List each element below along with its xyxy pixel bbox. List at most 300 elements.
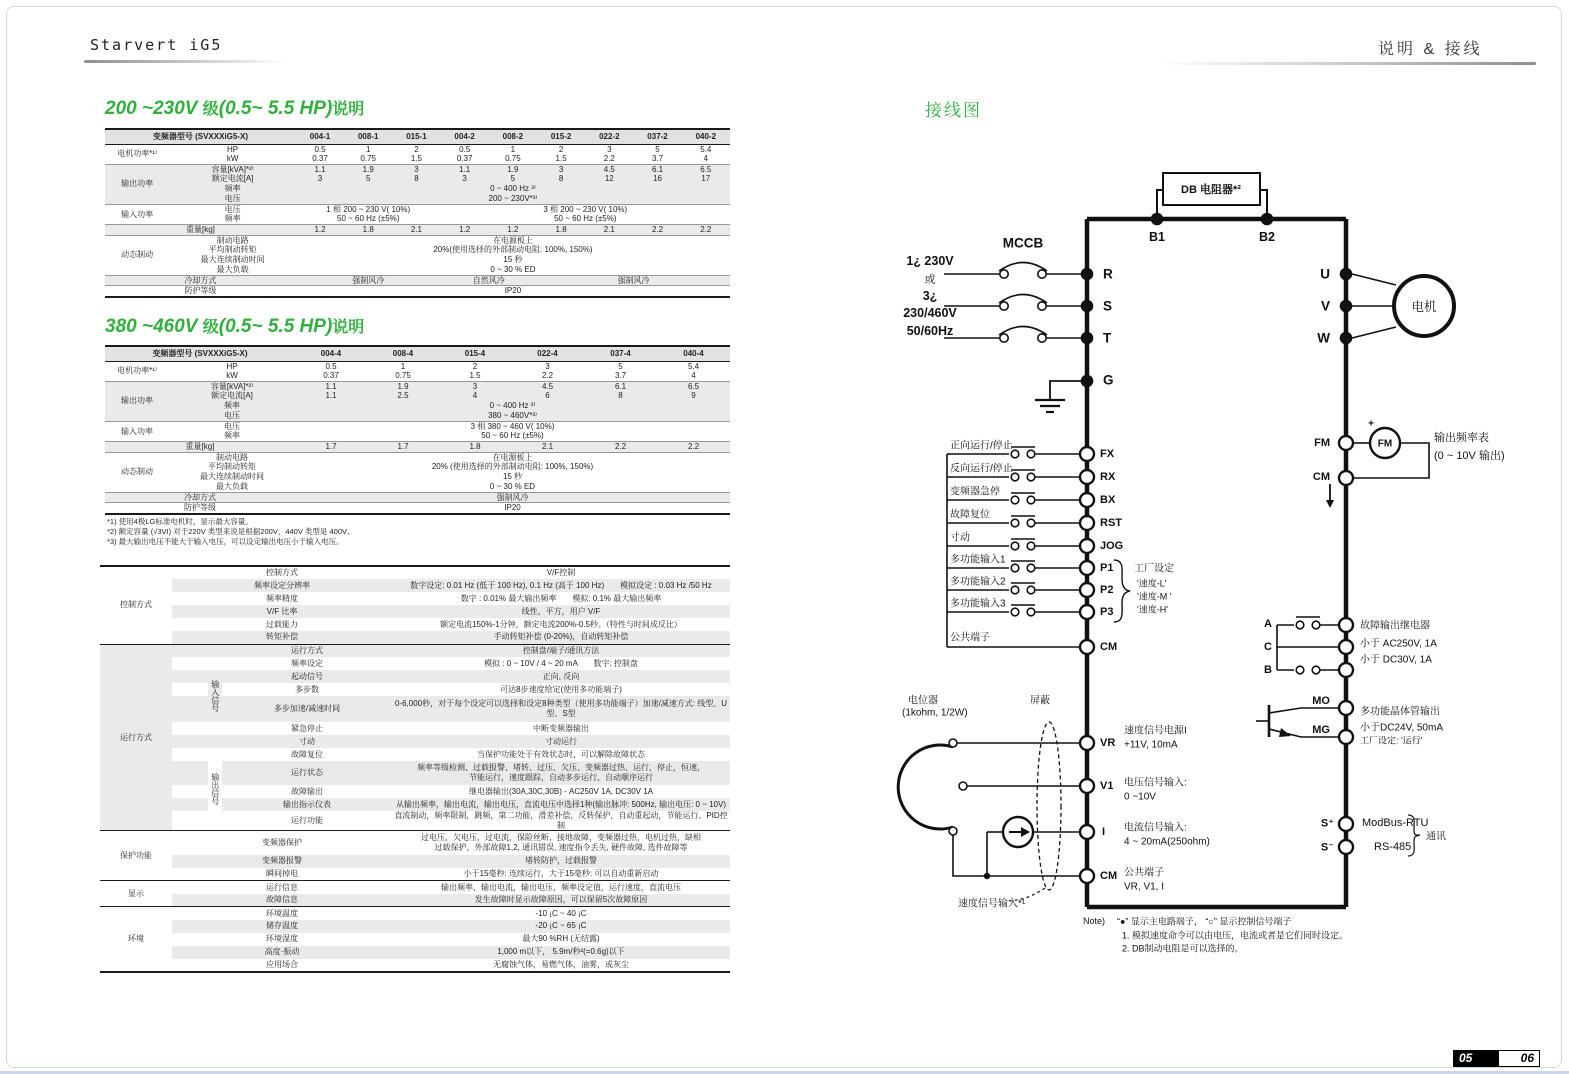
table-cell: HP (226, 361, 238, 371)
table-cell: 过载能力 (266, 619, 298, 629)
table-cell: 2.2 (682, 225, 730, 236)
terminal-mg-label: MG (1312, 724, 1330, 736)
table-cell: 20%(使用选择的外部制动电阻: 100%, 150%) (433, 245, 593, 255)
table-cell: 当保护功能处于有效状态时，可以解除故障状态 (477, 749, 645, 759)
table-cell: 1.1 (296, 164, 344, 174)
section-title-part: 200 ~230V (105, 98, 203, 119)
table-cell: 50 ~ 60 Hz (±5%) (554, 214, 617, 224)
table-cell: 电压 (224, 194, 241, 204)
table-cell: 紧急停止 (291, 723, 323, 733)
table-cell: 1.9 (367, 381, 439, 391)
terminal-s-plus-label: S⁺ (1320, 817, 1334, 830)
table-cell: 008-2 (489, 129, 537, 144)
section-title-part: 级 (202, 319, 219, 336)
table-cell: 022-2 (585, 129, 633, 144)
table-cell: 1 (510, 144, 516, 154)
terminal-fx-label: FX (1100, 448, 1115, 460)
table-cell: 平均制动转矩 (208, 245, 257, 255)
table-cell: 3 相 380 ~ 460 V( 10%) (295, 421, 730, 431)
table-cell: 2 (472, 361, 478, 371)
table-cell: 输出频率，输出电流，输出电压，频率设定值，运行速度，直流电压 (392, 881, 730, 894)
group-protection: 保护功能 (100, 831, 172, 881)
diagram-label: + (1368, 418, 1374, 430)
main-terminals (1081, 213, 1353, 388)
table-cell: 3 (439, 381, 511, 391)
table-cell: 重量[kg] (105, 225, 296, 236)
terminal-r-label: R (1103, 266, 1113, 282)
table-cell: 3 (462, 174, 467, 184)
table-cell: 3 (392, 164, 440, 174)
table-cell: 4 (691, 371, 696, 381)
diagram-label: (0 ~ 10V 输出) (1434, 450, 1505, 462)
diagram-label: 公共端子 (950, 632, 990, 644)
diagram-label: 输出频率表 (1434, 432, 1489, 444)
terminal-cm-analog-label: CM (1100, 870, 1118, 882)
diagram-label: 小于DC24V, 50mA (1360, 722, 1443, 734)
table-cell: 2.2 (603, 154, 615, 164)
table-cell: 最大90 %RH (无结露) (522, 934, 600, 944)
terminal-b2-label: B2 (1259, 230, 1275, 244)
diagram-label: 寸动 (950, 532, 970, 544)
table-cell: 运行状态 (291, 768, 323, 778)
table-cell: 数字设定: 0.01 Hz (低于 100 Hz), 0.1 Hz (高于 100 Hz) 模拟设定 : 0.03 Hz /50 Hz (410, 580, 712, 590)
table-cell: 8 (558, 174, 564, 184)
table-cell: 防护等级 (105, 286, 296, 297)
table-cell: 储存温度 (266, 921, 298, 931)
table-cell: 环境温度 (172, 907, 392, 920)
table-cell: 正向, 反向 (542, 671, 580, 681)
diagram-label: 多功能输入3 (950, 598, 1006, 610)
table-cell: 6.1 (633, 164, 681, 174)
table-cell: 040-4 (657, 346, 730, 361)
table-cell: 5.4 (687, 361, 700, 371)
fault-relay-contacts (1277, 617, 1339, 674)
diagram-label: 小于 AC250V, 1A (1360, 638, 1437, 650)
diagram-label: 工厂设定 (1134, 563, 1174, 575)
table-cell: 20% (使用选择的外部制动电阻: 100%, 150%) (431, 462, 594, 472)
table-cell: 寸动 (299, 736, 315, 746)
table-cell: 应用场合 (266, 959, 298, 969)
table-cell: 变频器保护 (172, 831, 392, 855)
table-cell: 022-4 (511, 346, 584, 361)
table-cell: 0.37 (312, 154, 328, 164)
table-cell: 在电源板上 (296, 235, 730, 245)
table-cell: 频率 (224, 184, 241, 194)
table-cell: 004-1 (296, 129, 344, 144)
table-cell: 1.8 (344, 225, 392, 236)
table-cell: 输入功率 (105, 421, 169, 441)
table-cell: 3 相 200 ~ 230 V( 10%) (441, 204, 730, 214)
table-cell: 16 (653, 174, 662, 184)
terminal-s-label: S (1103, 298, 1113, 314)
analog-input-circuit (898, 722, 1080, 901)
table-cell: 0 ~ 30 % ED (489, 482, 536, 492)
table-cell: 3 (537, 164, 585, 174)
table-cell: 频率 (224, 401, 240, 411)
table-cell: 1.5 (469, 371, 481, 381)
table-cell: 8 (414, 174, 419, 184)
terminal-i-label: I (1102, 826, 1106, 838)
table-cell: 线性，平方，用户 V/F (521, 606, 601, 616)
diagram-label: +11V, 10mA (1124, 739, 1178, 751)
table-cell: 380 ~ 460V*³⁾ (488, 411, 537, 421)
table-cell: 额定电流[A] (211, 391, 253, 401)
table-cell: 频率精度 (266, 593, 298, 603)
table-cell: 2.2 (657, 442, 730, 453)
table-cell: 1.9 (344, 164, 392, 174)
table-cell: 直流制动，频率限制，跳频，第二功能，滑差补偿，反转保护，自动重起动，节能运行、PID控制 (394, 811, 728, 830)
section-title-part: (0.5~ 5.5 HP) (218, 316, 333, 337)
terminal-rx-label: RX (1100, 471, 1116, 483)
terminal-vr-label: VR (1100, 737, 1116, 749)
table-cell: 6.1 (584, 381, 657, 391)
table-cell: 200 ~ 230V*³⁾ (488, 194, 538, 204)
table-cell: 平均制动转矩 (208, 462, 256, 472)
table-cell: 037-2 (633, 129, 681, 144)
control-terminals (1080, 436, 1353, 883)
table-cell: 频率 (224, 431, 240, 441)
chapter-title: 说明 & 接线 (1378, 41, 1483, 58)
motor-label: 电机 (1411, 300, 1437, 314)
diagram-label: 工厂设定: '运行' (1360, 735, 1423, 746)
diagram-label: 反向运行/停止 (950, 463, 1013, 475)
table-cell: 最大连续制动时间 (200, 472, 264, 482)
table-cell: 频率设定分辨率 (254, 580, 310, 590)
table-cell: 转矩补偿 (266, 632, 298, 642)
diagram-label: ModBus-RTU (1362, 817, 1429, 829)
table-cell: 瞬间掉电 (266, 869, 298, 879)
table-cell: 多步数 (295, 684, 319, 694)
table-cell: 3 (545, 361, 550, 371)
table-cell: 额定电流150%-1分钟，额定电流200%-0.5秒。（特性与时间成反比） (440, 619, 682, 629)
table-cell: 继电器输出(30A,30C,30B) - AC250V 1A, DC30V 1A (468, 786, 654, 796)
table-cell: 0.75 (395, 371, 411, 381)
ground-symbol (1035, 381, 1081, 412)
table-cell: 2.2 (584, 442, 657, 453)
table-cell: 1.1 (441, 164, 489, 174)
terminal-bx-label: BX (1100, 494, 1116, 506)
mccb-label: MCCB (1002, 235, 1044, 251)
terminal-u-label: U (1320, 266, 1330, 282)
table-cell: 输出功率 (105, 381, 169, 421)
table-cell: 冷却方式 (105, 492, 295, 503)
diagram-label: 公共端子 (1124, 867, 1164, 879)
diagram-label: 速度信号输入*¹ (958, 898, 1026, 910)
table-cell: 0.5 (314, 144, 326, 154)
group-display: 显示 (100, 881, 172, 907)
table-cell: 故障复位 (291, 749, 323, 759)
table-cell: 9 (691, 391, 696, 401)
diagram-label: 0 ~10V (1124, 791, 1156, 803)
relay-a-label: A (1264, 618, 1272, 630)
main-circuit-lines (1087, 219, 1346, 907)
diagram-label: VR, V1, I (1124, 881, 1165, 893)
table-cell: 2.2 (541, 371, 554, 381)
table-cell: 040-2 (682, 129, 730, 144)
table-cell: 强制风冷 (537, 275, 730, 286)
diagram-label: 正向运行/停止 (950, 440, 1013, 452)
diagram-label: 多功能输入2 (950, 576, 1006, 588)
table-cell: 电机功率*¹⁾ (117, 366, 157, 376)
table-cell: 运行信息 (172, 881, 392, 894)
diagram-label: 故障输出继电器 (1360, 620, 1430, 632)
table-cell: 1 (365, 144, 371, 154)
table-cell: 冷却方式 (105, 275, 296, 286)
table-cell: 1.7 (367, 442, 439, 453)
table-cell: 中断变频器输出 (533, 723, 589, 733)
diagram-label: '速度-M ' (1137, 591, 1172, 602)
table-cell: 数字 : 0.01% 最大输出频率 模拟: 0.1% 最大输出频率 (460, 593, 662, 603)
diagram-label: 多功能输入1 (950, 554, 1006, 566)
table-cell: 1 相 200 ~ 230 V( 10%) (296, 204, 441, 214)
table-cell: 频率设定 (291, 658, 323, 668)
table-cell: 发生故障时显示故障原因，可以保留5次故障原因 (474, 895, 648, 905)
table-cell: 2.1 (585, 225, 633, 236)
table-cell: 50 ~ 60 Hz (±5%) (337, 214, 400, 224)
table-cell: 可达8步速度给定(使用多功能端子) (500, 684, 622, 694)
table-cell: 0.37 (456, 154, 473, 164)
section-title-part: 说明 (332, 319, 365, 336)
table-cell: 2.2 (633, 225, 681, 236)
table-cell: 0.5 (459, 144, 471, 154)
table-cell: 17 (701, 174, 711, 184)
table-cell: 0.37 (323, 371, 339, 381)
table-cell: 电压 (169, 204, 296, 214)
table-cell: 5.4 (700, 144, 712, 154)
table-cell: 电机功率*¹⁾ (117, 149, 158, 159)
table-cell: 4 (703, 154, 709, 164)
table-cell: 故障输出 (291, 786, 323, 796)
table-cell: 0-6,000秒，对于每个设定可以选择和设定8种类型（使用多功能端子）加速/减速方式: 线型、U型、S型 (394, 699, 728, 718)
table-cell: 1.2 (441, 225, 489, 236)
table-cell: 1.5 (410, 154, 422, 164)
table-cell: kW (226, 154, 239, 164)
table-cell: 故障信息 (266, 895, 298, 905)
terminal-jog-label: JOG (1100, 540, 1124, 552)
table-cell: 0.75 (360, 154, 376, 164)
table-cell: 强制风冷 (296, 275, 441, 286)
footnote: *2) 额定容量 (√3VI) 对于220V 类型来说是根据200V，440V 类型是 400V。 (107, 527, 355, 537)
table-cell: 电压 (169, 421, 295, 431)
table-cell: 最大负载 (216, 265, 249, 275)
diagram-label: 多功能晶体管输出 (1360, 706, 1440, 718)
table-cell: 2 (414, 144, 419, 154)
table-cell: 1.1 (295, 381, 367, 391)
table-cell: 制动电路 (169, 452, 295, 462)
terminal-t-label: T (1103, 330, 1112, 346)
diagram-label: 或 (924, 274, 936, 286)
terminal-g-label: G (1103, 372, 1114, 388)
footnote: *3) 最大输出电压不能大于输入电压，可以设定输出电压小于输入电压。 (107, 537, 344, 547)
terminal-s-minus-label: S⁻ (1320, 841, 1334, 854)
diagram-label: 通讯 (1426, 831, 1446, 843)
db-resistor-label: DB 电阻器*² (1181, 184, 1241, 196)
diagram-label: 电压信号输入: (1124, 777, 1187, 789)
table-cell: 最大连续制动时间 (200, 255, 265, 265)
table-cell: 1.5 (555, 154, 567, 164)
table-cell: 高度·振动 (264, 947, 300, 957)
table-cell: 037-4 (584, 346, 657, 361)
table-cell: 额定电流[A] (211, 174, 254, 184)
table-cell: 从输出频率，输出电流，输出电压，直流电压中选择1种(输出脉冲: 500Hz, 输出电压: 0 ~ 10V) (395, 799, 727, 809)
terminal-fm-label: FM (1314, 437, 1330, 449)
table-cell: 1.2 (296, 225, 344, 236)
vertical-label-input-signal: 输入信号 (210, 680, 220, 712)
table-cell: 6.5 (657, 381, 730, 391)
fm-meter-label: FM (1377, 438, 1393, 450)
diagram-label: 变频器急停 (950, 486, 1000, 498)
table-cell: 重量[kg] (105, 442, 295, 453)
note-label: Note) (1083, 916, 1106, 926)
table-cell: 1.7 (295, 442, 367, 453)
terminal-rst-label: RST (1100, 517, 1122, 529)
table-cell: 1 (400, 361, 406, 371)
table-cell: 运行功能 (291, 815, 323, 825)
section-title-part: 380 ~460V (105, 316, 203, 337)
table-cell: 1.2 (489, 225, 537, 236)
table-cell: 环境湿度 (266, 934, 298, 944)
table-cell: 2.1 (392, 225, 440, 236)
table-cell: 1.8 (537, 225, 585, 236)
table-cell: 输入功率 (105, 204, 169, 224)
diagram-label: 230/460V (903, 306, 957, 320)
terminal-mo-label: MO (1312, 695, 1330, 707)
table-cell: 015-2 (537, 129, 585, 144)
table-cell: 0 ~ 30 % ED (490, 265, 536, 275)
table-cell: 电压 (224, 411, 240, 421)
table-cell: 15 秒 (502, 472, 523, 482)
model-header: 变频器型号 (SVXXXiG5-X) (105, 346, 295, 361)
terminal-w-label: W (1317, 330, 1330, 346)
table-cell: 强制风冷 (295, 492, 730, 503)
wiring-diagram-title: 接线图 (925, 101, 982, 120)
table-cell: 015-1 (392, 129, 440, 144)
diagram-label: 50/60Hz (906, 324, 954, 338)
table-cell: 004-2 (441, 129, 489, 144)
table-cell: 008-1 (344, 129, 392, 144)
group-environment: 环境 (100, 907, 172, 972)
terminal-cm-fm-label: CM (1312, 471, 1330, 483)
table-cell: IP20 (296, 286, 730, 297)
table-cell: 12 (604, 174, 614, 184)
table-cell: 3 (607, 144, 612, 154)
diagram-label: '速度-H' (1137, 604, 1168, 615)
table-cell: 0.5 (325, 361, 337, 371)
terminal-cm-label: CM (1100, 641, 1118, 653)
table-cell: 4.5 (511, 381, 584, 391)
table-cell: 0.75 (505, 154, 521, 164)
table-cell: 4.5 (585, 164, 633, 174)
diagram-label: '速度-L' (1137, 578, 1167, 589)
table-cell: 0 ~ 400 Hz ³⁾ (489, 401, 536, 411)
table-cell: 3.7 (614, 371, 627, 381)
table-cell: 004-4 (295, 346, 367, 361)
terminal-p3-label: P3 (1100, 606, 1114, 618)
terminal-p1-label: P1 (1100, 562, 1114, 574)
table-cell: 3 (317, 174, 323, 184)
table-cell: 6.5 (682, 164, 730, 174)
table-cell: 3.7 (651, 154, 664, 164)
diagram-label: 3¿ (922, 289, 938, 303)
table-cell: 5 (655, 144, 660, 154)
terminal-v-label: V (1320, 298, 1330, 314)
relay-b-label: B (1264, 664, 1272, 676)
mccb-breaker (944, 263, 1081, 343)
table-cell: 015-4 (439, 346, 511, 361)
table-cell: 5 (510, 174, 516, 184)
table-cell: kW (226, 371, 238, 381)
table-cell: 输出功率 (105, 164, 169, 204)
table-cell: 1.9 (489, 164, 537, 174)
diagram-label: RS-485 (1374, 841, 1412, 853)
diagram-label: (1kohm, 1/2W) (902, 707, 968, 719)
table-cell: 堵转防护，过载报警 (525, 856, 597, 866)
table-cell: 制动电路 (169, 235, 296, 245)
vertical-label-output-signal: 输出信号 (210, 773, 220, 806)
relay-c-label: C (1264, 641, 1272, 653)
terminal-b1-label: B1 (1149, 230, 1165, 244)
footnote: *1) 使用4极LG标准电机时，显示最大容量。 (107, 517, 253, 526)
table-cell: 手动转矩补偿 (0-20%)，自动转矩补偿 (493, 632, 629, 642)
table-cell: 最大负载 (216, 482, 248, 492)
terminal-p2-label: P2 (1100, 584, 1114, 596)
table-cell: 15 秒 (503, 255, 523, 265)
table-cell: 运行方式 (222, 644, 392, 657)
table-cell: 寸动运行 (545, 736, 577, 746)
diagram-label: 电流信号输入: (1124, 822, 1187, 834)
doc-title: Starvert iG5 (90, 36, 223, 54)
table-cell: HP (227, 144, 239, 154)
table-cell: 容量[kVA]*²⁾ (169, 381, 295, 391)
section-title-part: 级 (202, 101, 219, 118)
shield-label: 屏蔽 (1030, 695, 1050, 707)
table-cell: IP20 (295, 503, 730, 514)
table-cell: 2.1 (511, 442, 584, 453)
diagram-label: 4 ~ 20mA(250ohm) (1124, 836, 1210, 848)
table-cell: 起动信号 (291, 671, 323, 681)
table-cell: V/F控制 (546, 568, 576, 578)
table-cell: 8 (618, 391, 623, 401)
diagram-label: 2. DB制动电阻是可以选择的。 (1122, 943, 1244, 954)
table-cell: 2.5 (397, 391, 409, 401)
potentiometer-label: 电位器 (908, 695, 938, 707)
model-header: 变频器型号 (SVXXXiG5-X) (105, 129, 296, 144)
table-cell: 0 ~ 400 Hz ³⁾ (490, 184, 536, 194)
table-cell: 过电压，欠电压，过电流，保险丝断，接地故障，变频器过热，电机过热，缺相 过载保护，外部故障1,2, 通讯错误, 速度指令丢失, 硬件故障, 选件故障等 (392, 831, 730, 855)
table-cell: 在电源板上 (295, 452, 730, 462)
table-cell: 1.1 (325, 391, 337, 401)
table-cell: V/F 比率 (266, 606, 298, 616)
table-cell: 动态制动 (105, 452, 169, 492)
motor (1352, 274, 1454, 338)
table-cell: 频率 (224, 214, 241, 224)
table-cell: 5 (365, 174, 371, 184)
page-number-right: 06 (1498, 1050, 1540, 1067)
table-cell: 动态制动 (105, 235, 169, 275)
table-cell: 容量[kVA]*²⁾ (169, 164, 296, 174)
section-title-part: 说明 (332, 101, 365, 118)
table-cell: 输出指示仪表 (283, 799, 331, 809)
diagram-label: 速度信号电源I (1124, 725, 1187, 737)
table-cell: 4 (472, 391, 478, 401)
table-cell: 2 (558, 144, 564, 154)
section-title-part: (0.5~ 5.5 HP) (218, 98, 333, 119)
table-cell: 多步加速/减速时间 (273, 704, 341, 714)
diagram-label: 1. 模拟速度命令可以由电压，电流或者是它们同时设定。 (1122, 930, 1349, 941)
terminal-v1-label: V1 (1100, 780, 1114, 792)
table-cell: 1,000 m以下， 5.9m/秒²(=0.6g)以下 (497, 947, 625, 957)
table-cell: 1.8 (439, 442, 511, 453)
